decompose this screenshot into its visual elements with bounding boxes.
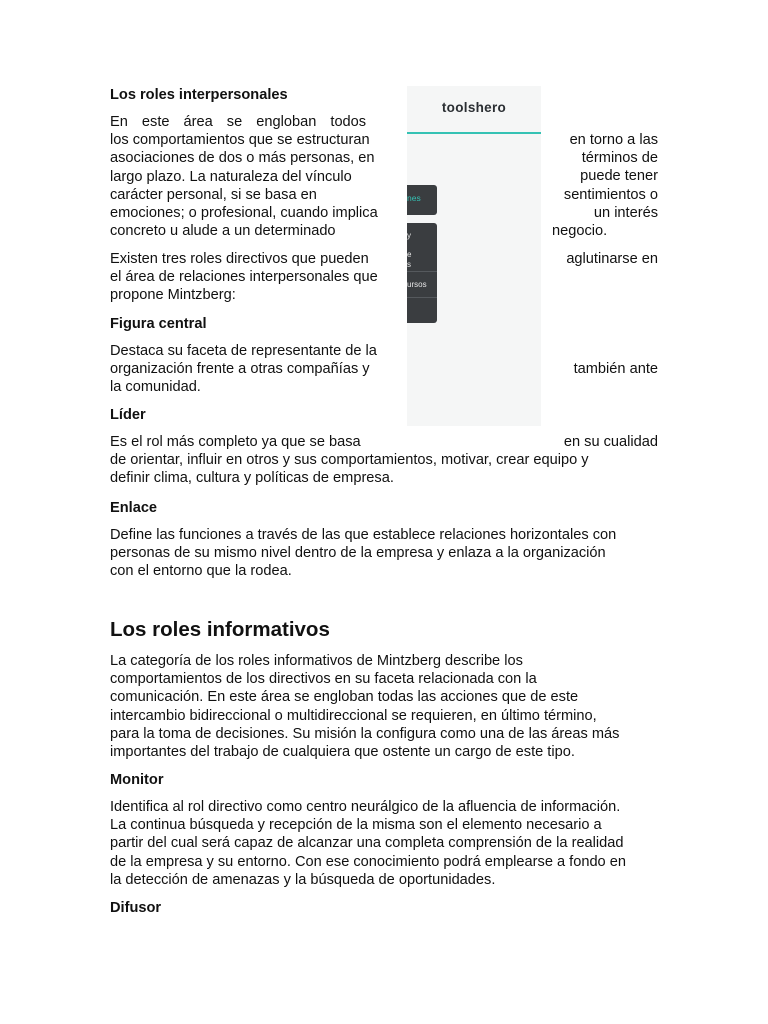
text-line: intercambio bidireccional o multidireccional se requieren, en último término,: [110, 707, 597, 724]
monitor-para: [110, 798, 658, 889]
text-line: en torno a las: [569, 132, 658, 148]
text-line: los comportamientos que se estructuran: [110, 132, 370, 149]
lider-line1-left: [110, 433, 361, 451]
text-line: Define las funciones a través de las que establece relaciones horizontales con: [110, 527, 617, 543]
heading-lider: Líder: [110, 407, 146, 423]
figura-left: [110, 342, 400, 397]
text-line: de la empresa y su entorno. Con ese conocimiento podrá emplearse a fondo en: [110, 853, 626, 870]
toolshero-logo: toolshero: [441, 100, 507, 115]
text-line: definir clima, cultura y políticas de empresa.: [110, 470, 394, 487]
heading-roles-informativos: Los roles informativos: [110, 618, 330, 641]
text-line: emociones; o profesional, cuando implica: [110, 205, 378, 222]
text-line: La continua búsqueda y recepción de la misma son el elemento necesario a: [110, 817, 602, 834]
text-line: partir del cual será capaz de alcanzar una completa comprensión de la realidad: [110, 835, 624, 852]
text-line: un interés: [593, 204, 658, 221]
text-line: negocio.: [552, 223, 608, 240]
lider-para: [110, 451, 658, 487]
text-line: organización frente a otras compañías y: [110, 361, 370, 378]
para1-right: [552, 131, 658, 240]
text-line: largo plazo. La naturaleza del vínculo: [110, 168, 352, 185]
menu-fragment-text: e: [407, 250, 412, 259]
text-line: concreto u alude a un determinado: [110, 223, 336, 240]
text-line: La categoría de los roles informativos de Mintzberg describe los: [110, 653, 523, 669]
text-line: Existen tres roles directivos que pueden: [110, 251, 369, 267]
menu-fragment-text: nes: [407, 193, 421, 203]
text-line: el área de relaciones interpersonales que: [110, 269, 378, 286]
text-line: Es el rol más completo ya que se basa: [110, 434, 361, 450]
text-line: Destaca su faceta de representante de la: [110, 343, 377, 359]
para1-left: [110, 113, 395, 240]
text-line: con el entorno que la rodea.: [110, 563, 292, 580]
figura-right: [552, 360, 658, 378]
enlace-para: [110, 526, 658, 581]
text-line: puede tener: [580, 168, 658, 185]
heading-monitor: Monitor: [110, 772, 164, 788]
heading-difusor: Difusor: [110, 900, 162, 916]
text-line: comunicación. En este área se engloban todas las acciones que de este: [110, 689, 579, 706]
menu-fragment-text: y: [407, 231, 411, 240]
informativos-para: [110, 652, 658, 761]
text-line: En este área se engloban todos: [110, 114, 367, 130]
para2-left: [110, 250, 400, 305]
text-line: importantes del trabajo de cualquiera que ostente un cargo de este tipo.: [110, 744, 575, 761]
text-line: de orientar, influir en otros y sus comportamientos, motivar, crear equipo y: [110, 452, 589, 468]
text-line: carácter personal, si se basa en: [110, 186, 317, 203]
heading-enlace: Enlace: [110, 500, 158, 516]
text-line: aglutinarse en: [566, 251, 658, 267]
text-line: términos de: [581, 150, 658, 167]
menu-fragment-text: ursos: [407, 280, 427, 289]
heading-roles-interpersonales: Los roles interpersonales: [110, 87, 288, 103]
menu-fragment-text: s: [407, 260, 411, 269]
menu-fragment-block: [407, 185, 437, 215]
toolshero-image: [407, 86, 541, 426]
para2-right: [552, 250, 658, 268]
text-line: personas de su mismo nivel dentro de la empresa y enlaza a la organización: [110, 545, 606, 562]
text-line: en su cualidad: [563, 434, 658, 450]
menu-fragment-block: [407, 223, 437, 323]
text-line: sentimientos o: [563, 186, 658, 203]
menu-separator: [407, 271, 437, 272]
accent-divider: [407, 132, 541, 134]
heading-figura-central: Figura central: [110, 316, 207, 332]
menu-separator: [407, 297, 437, 298]
text-line: asociaciones de dos o más personas, en: [110, 150, 375, 167]
text-line: para la toma de decisiones. Su misión la configura como una de las áreas más: [110, 725, 620, 742]
text-line: la detección de amenazas y la búsqueda de oportunidades.: [110, 871, 496, 888]
text-line: comportamientos de los directivos en su faceta relacionada con la: [110, 671, 537, 688]
text-line: propone Mintzberg:: [110, 287, 236, 304]
text-line: Identifica al rol directivo como centro neurálgico de la afluencia de información.: [110, 799, 621, 815]
text-line: también ante: [573, 361, 658, 377]
lider-line1-right: [552, 433, 658, 451]
text-line: la comunidad.: [110, 379, 201, 396]
